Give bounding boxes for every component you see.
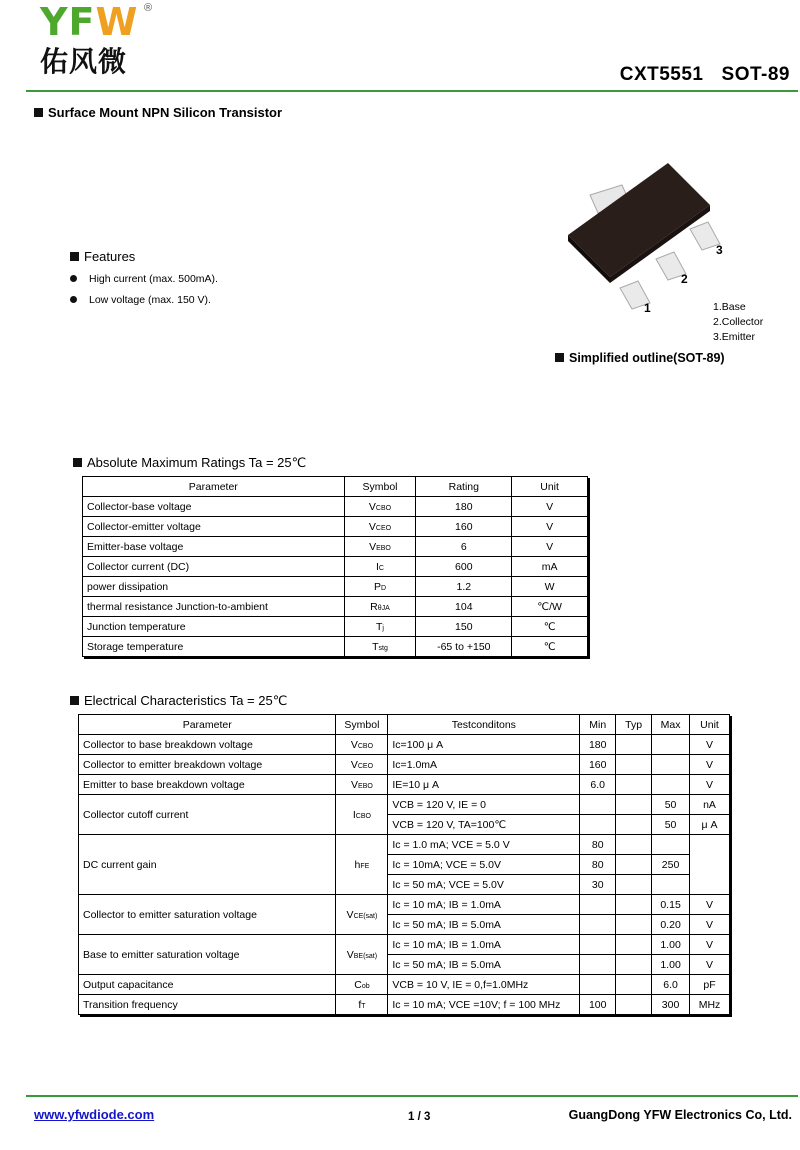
- parameter-cell: Storage temperature: [83, 637, 345, 657]
- symbol-cell: [336, 995, 388, 1015]
- column-header: Unit: [512, 477, 588, 497]
- pin-legend: [713, 300, 763, 345]
- unit-cell: V: [512, 537, 588, 557]
- typ-cell: [616, 955, 652, 975]
- column-header: Symbol: [344, 477, 416, 497]
- unit-cell: V: [690, 955, 730, 975]
- unit-cell: ℃/W: [512, 597, 588, 617]
- typ-cell: [616, 755, 652, 775]
- max-cell: 50: [652, 795, 690, 815]
- max-cell: 300: [652, 995, 690, 1015]
- typ-cell: [616, 735, 652, 755]
- symbol-cell: [336, 895, 388, 935]
- rating-cell: 600: [416, 557, 512, 577]
- table-row: [79, 755, 730, 775]
- symbol-letter: V: [369, 540, 377, 553]
- symbol-cell: [336, 935, 388, 975]
- outline-caption: Simplified outline(SOT-89): [555, 351, 725, 365]
- typ-cell: [616, 935, 652, 955]
- symbol-cell: [344, 637, 416, 657]
- symbol-letter: T: [376, 620, 383, 633]
- table-row: [79, 895, 730, 915]
- symbol-letter: I: [376, 560, 379, 573]
- pin-legend-item: 2.Collector: [713, 316, 764, 328]
- logo-letters: [40, 0, 153, 44]
- column-header: Parameter: [83, 477, 345, 497]
- rating-cell: 1.2: [416, 577, 512, 597]
- unit-cell: V: [512, 497, 588, 517]
- unit-cell: V: [512, 517, 588, 537]
- typ-cell: [616, 895, 652, 915]
- square-bullet-icon: [70, 252, 79, 261]
- square-bullet-icon: [34, 108, 43, 117]
- test-condition-cell: Ic = 50 mA; IB = 5.0mA: [388, 955, 580, 975]
- typ-cell: [616, 995, 652, 1015]
- test-condition-cell: VCB = 120 V, TA=100℃: [388, 815, 580, 835]
- symbol-subscript: T: [361, 1002, 366, 1010]
- electrical-characteristics-table: [78, 714, 730, 1015]
- unit-cell: V: [690, 775, 730, 795]
- table-row: [83, 637, 588, 657]
- max-cell: [652, 835, 690, 855]
- parameter-cell: DC current gain: [79, 835, 336, 895]
- feature-item: High current (max. 500mA).: [70, 273, 218, 285]
- unit-cell: V: [690, 895, 730, 915]
- typ-cell: [616, 815, 652, 835]
- symbol-subscript: C: [378, 564, 384, 572]
- test-condition-cell: Ic=100 μ A: [388, 735, 580, 755]
- parameter-cell: Emitter to base breakdown voltage: [79, 775, 336, 795]
- symbol-letter: T: [372, 640, 379, 653]
- table-header-row: [79, 715, 730, 735]
- footer-divider: [26, 1095, 798, 1097]
- symbol-subscript: CEO: [357, 762, 374, 770]
- website-link[interactable]: www.yfwdiode.com: [34, 1107, 155, 1122]
- test-condition-cell: VCB = 120 V, IE = 0: [388, 795, 580, 815]
- max-cell: 0.20: [652, 915, 690, 935]
- unit-cell: MHz: [690, 995, 730, 1015]
- bullet-dot-icon: [70, 296, 77, 303]
- symbol-letter: R: [370, 600, 378, 613]
- registered-mark: ®: [144, 2, 153, 14]
- symbol-cell: [336, 835, 388, 895]
- symbol-cell: [336, 975, 388, 995]
- symbol-letter: V: [368, 520, 376, 533]
- column-header: Min: [580, 715, 616, 735]
- min-cell: 160: [580, 755, 616, 775]
- pin-1-label: 1: [644, 301, 651, 315]
- symbol-letter: V: [368, 500, 376, 513]
- test-condition-cell: IE=10 μ A: [388, 775, 580, 795]
- typ-cell: [616, 875, 652, 895]
- pin-legend-item: 1.Base: [713, 301, 746, 313]
- symbol-cell: [336, 735, 388, 755]
- min-cell: [580, 795, 616, 815]
- symbol-subscript: CE(sat): [353, 912, 378, 920]
- unit-cell: W: [512, 577, 588, 597]
- test-condition-cell: Ic = 10 mA; IB = 1.0mA: [388, 935, 580, 955]
- symbol-letter: V: [350, 738, 358, 751]
- table-row: [83, 557, 588, 577]
- symbol-cell: [344, 577, 416, 597]
- parameter-cell: Collector cutoff current: [79, 795, 336, 835]
- test-condition-cell: Ic = 10mA; VCE = 5.0V: [388, 855, 580, 875]
- rating-cell: -65 to +150: [416, 637, 512, 657]
- test-condition-cell: Ic = 10 mA; IB = 1.0mA: [388, 895, 580, 915]
- parameter-cell: Output capacitance: [79, 975, 336, 995]
- min-cell: [580, 975, 616, 995]
- column-header: Rating: [416, 477, 512, 497]
- unit-cell: [690, 835, 730, 895]
- rating-cell: 180: [416, 497, 512, 517]
- symbol-cell: [344, 597, 416, 617]
- symbol-letter: V: [346, 948, 354, 961]
- min-cell: 80: [580, 855, 616, 875]
- symbol-subscript: ob: [361, 982, 370, 990]
- rating-cell: 104: [416, 597, 512, 617]
- symbol-letter: V: [351, 778, 359, 791]
- header-divider: [26, 90, 798, 92]
- symbol-cell: [336, 775, 388, 795]
- table-row: [83, 597, 588, 617]
- min-cell: 100: [580, 995, 616, 1015]
- product-subtitle: Surface Mount NPN Silicon Transistor: [34, 105, 282, 120]
- table-row: [79, 775, 730, 795]
- column-header: Parameter: [79, 715, 336, 735]
- max-cell: 1.00: [652, 955, 690, 975]
- min-cell: 180: [580, 735, 616, 755]
- table-row: [83, 577, 588, 597]
- unit-cell: V: [690, 755, 730, 775]
- symbol-letter: C: [354, 978, 362, 991]
- symbol-cell: [344, 517, 416, 537]
- symbol-subscript: FE: [360, 862, 370, 870]
- max-cell: 6.0: [652, 975, 690, 995]
- symbol-cell: [344, 617, 416, 637]
- max-cell: [652, 775, 690, 795]
- test-condition-cell: Ic = 50 mA; VCE = 5.0V: [388, 875, 580, 895]
- unit-cell: V: [690, 735, 730, 755]
- max-cell: [652, 875, 690, 895]
- test-condition-cell: Ic=1.0mA: [388, 755, 580, 775]
- typ-cell: [616, 775, 652, 795]
- features-heading: Features: [70, 249, 135, 264]
- max-cell: 0.15: [652, 895, 690, 915]
- table-row: [79, 975, 730, 995]
- table-header-row: [83, 477, 588, 497]
- symbol-letter: I: [352, 808, 356, 821]
- column-header: Symbol: [336, 715, 388, 735]
- max-cell: 250: [652, 855, 690, 875]
- symbol-subscript: CBO: [375, 504, 392, 512]
- min-cell: [580, 955, 616, 975]
- package-name: SOT-89: [721, 64, 790, 85]
- unit-cell: pF: [690, 975, 730, 995]
- table-row: [79, 935, 730, 955]
- test-condition-cell: Ic = 50 mA; IB = 5.0mA: [388, 915, 580, 935]
- symbol-cell: [344, 537, 416, 557]
- symbol-subscript: CBO: [355, 812, 371, 820]
- typ-cell: [616, 855, 652, 875]
- logo-letter-w: W: [95, 0, 139, 44]
- max-cell: [652, 735, 690, 755]
- table-row: [83, 617, 588, 637]
- parameter-cell: Collector-emitter voltage: [83, 517, 345, 537]
- column-header: Typ: [616, 715, 652, 735]
- table-row: [83, 517, 588, 537]
- column-header: Unit: [690, 715, 730, 735]
- parameter-cell: Collector-base voltage: [83, 497, 345, 517]
- logo-chinese-name: 佑风微: [40, 45, 128, 78]
- rating-cell: 150: [416, 617, 512, 637]
- max-cell: [652, 755, 690, 775]
- max-cell: 50: [652, 815, 690, 835]
- abs-max-heading: Absolute Maximum Ratings Ta = 25℃: [73, 455, 306, 471]
- symbol-cell: [336, 795, 388, 835]
- column-header: Testconditons: [388, 715, 580, 735]
- parameter-cell: Base to emitter saturation voltage: [79, 935, 336, 975]
- electrical-heading: Electrical Characteristics Ta = 25℃: [70, 693, 287, 709]
- min-cell: 80: [580, 835, 616, 855]
- column-header: Max: [652, 715, 690, 735]
- page-number: 1 / 3: [408, 1111, 431, 1123]
- square-bullet-icon: [555, 353, 564, 362]
- test-condition-cell: VCB = 10 V, IE = 0,f=1.0MHz: [388, 975, 580, 995]
- symbol-letter: V: [350, 758, 358, 771]
- symbol-subscript: BE(sat): [353, 952, 378, 960]
- symbol-letter: P: [373, 580, 381, 593]
- parameter-cell: thermal resistance Junction-to-ambient: [83, 597, 345, 617]
- pin-legend-item: 3.Emitter: [713, 331, 756, 343]
- symbol-subscript: CEO: [375, 524, 392, 532]
- min-cell: [580, 895, 616, 915]
- symbol-letter: f: [358, 998, 362, 1011]
- square-bullet-icon: [70, 696, 79, 705]
- symbol-subscript: θJA: [377, 604, 390, 612]
- table-row: [83, 537, 588, 557]
- symbol-subscript: EBO: [358, 782, 373, 790]
- company-logo: [40, 0, 153, 86]
- symbol-cell: [344, 497, 416, 517]
- unit-cell: mA: [512, 557, 588, 577]
- company-name: GuangDong YFW Electronics Co, Ltd.: [568, 1108, 792, 1122]
- parameter-cell: Junction temperature: [83, 617, 345, 637]
- rating-cell: 160: [416, 517, 512, 537]
- min-cell: 6.0: [580, 775, 616, 795]
- unit-cell: ℃: [512, 637, 588, 657]
- parameter-cell: Collector to base breakdown voltage: [79, 735, 336, 755]
- typ-cell: [616, 835, 652, 855]
- max-cell: 1.00: [652, 935, 690, 955]
- parameter-cell: Collector to emitter saturation voltage: [79, 895, 336, 935]
- logo-letter-f: F: [68, 0, 96, 44]
- min-cell: [580, 915, 616, 935]
- typ-cell: [616, 975, 652, 995]
- unit-cell: ℃: [512, 617, 588, 637]
- symbol-subscript: D: [380, 584, 387, 592]
- symbol-subscript: stg: [378, 644, 388, 652]
- table-row: [79, 835, 730, 855]
- parameter-cell: Transition frequency: [79, 995, 336, 1015]
- pin-3-label: 3: [716, 243, 723, 257]
- rating-cell: 6: [416, 537, 512, 557]
- typ-cell: [616, 795, 652, 815]
- symbol-cell: [336, 755, 388, 775]
- table-row: [79, 735, 730, 755]
- min-cell: [580, 935, 616, 955]
- min-cell: [580, 815, 616, 835]
- test-condition-cell: Ic = 1.0 mA; VCE = 5.0 V: [388, 835, 580, 855]
- logo-letter-y: Y: [40, 0, 69, 44]
- symbol-subscript: CBO: [357, 742, 374, 750]
- bullet-dot-icon: [70, 275, 77, 282]
- symbol-subscript: j: [382, 624, 384, 632]
- square-bullet-icon: [73, 458, 82, 467]
- test-condition-cell: Ic = 10 mA; VCE =10V; f = 100 MHz: [388, 995, 580, 1015]
- symbol-letter: V: [346, 908, 354, 921]
- symbol-subscript: EBO: [376, 544, 391, 552]
- parameter-cell: Collector to emitter breakdown voltage: [79, 755, 336, 775]
- unit-cell: nA: [690, 795, 730, 815]
- symbol-letter: h: [354, 858, 361, 871]
- typ-cell: [616, 915, 652, 935]
- feature-item: Low voltage (max. 150 V).: [70, 294, 211, 306]
- symbol-cell: [344, 557, 416, 577]
- part-heading: [620, 64, 790, 86]
- table-row: [79, 795, 730, 815]
- table-row: [83, 497, 588, 517]
- abs-max-table: [82, 476, 588, 657]
- parameter-cell: Collector current (DC): [83, 557, 345, 577]
- pin-2-label: 2: [681, 272, 688, 286]
- parameter-cell: Emitter-base voltage: [83, 537, 345, 557]
- unit-cell: V: [690, 935, 730, 955]
- unit-cell: V: [690, 915, 730, 935]
- min-cell: 30: [580, 875, 616, 895]
- table-row: [79, 995, 730, 1015]
- parameter-cell: power dissipation: [83, 577, 345, 597]
- part-number: CXT5551: [619, 64, 704, 85]
- unit-cell: μ A: [690, 815, 730, 835]
